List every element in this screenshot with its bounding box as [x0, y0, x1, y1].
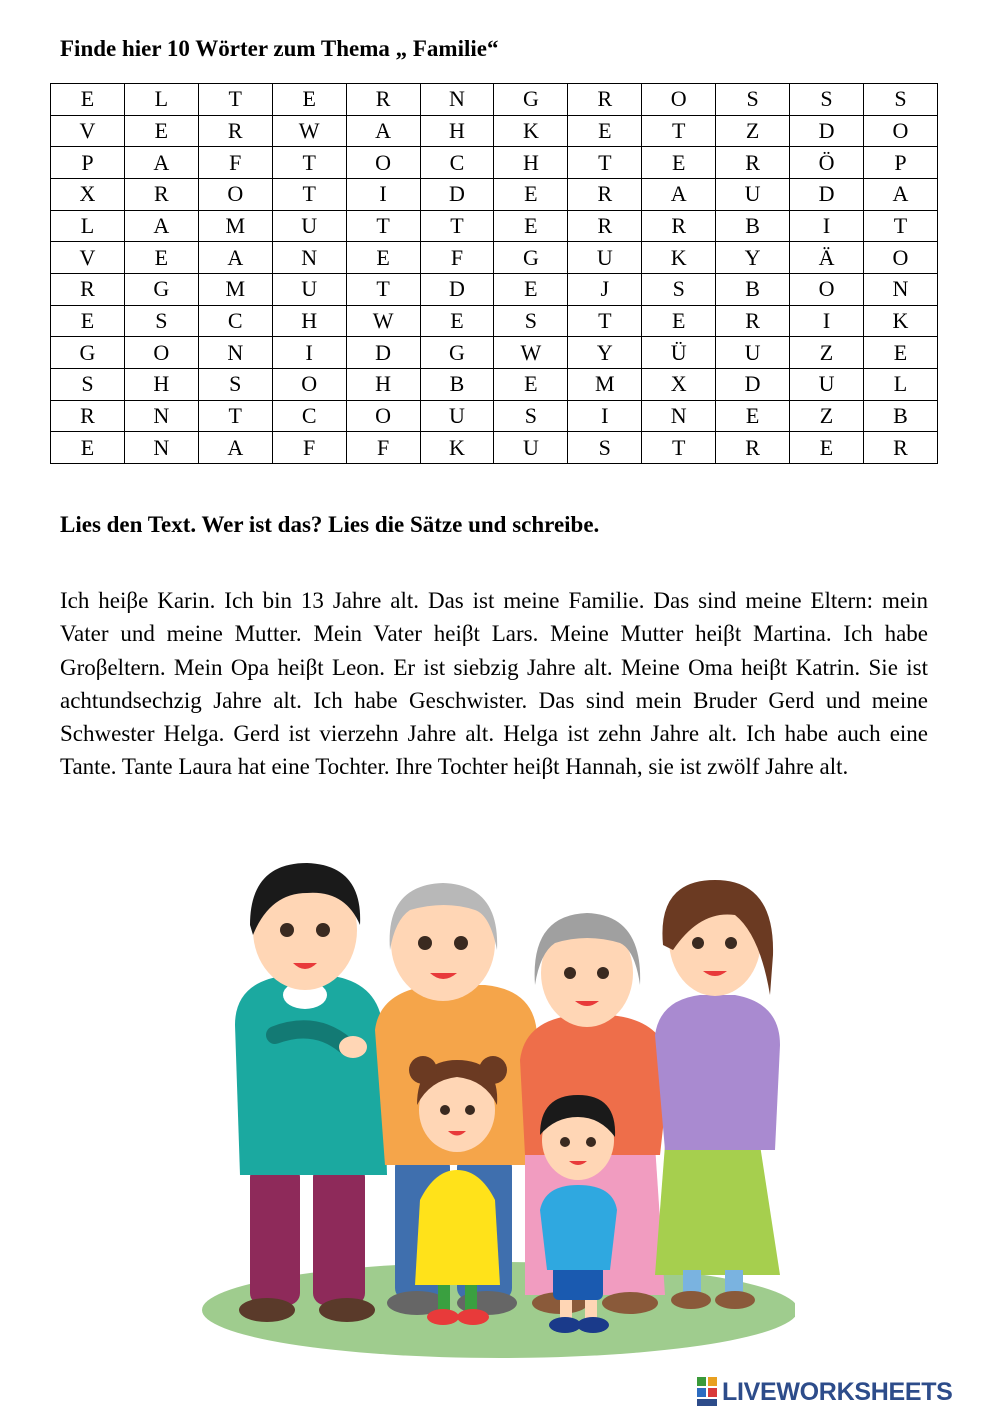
grid-cell[interactable]: N [420, 84, 494, 116]
grid-cell[interactable]: Ö [790, 147, 864, 179]
grid-cell[interactable]: V [51, 115, 125, 147]
grid-cell[interactable]: E [51, 305, 125, 337]
grid-cell[interactable]: E [642, 305, 716, 337]
grid-cell[interactable]: M [198, 273, 272, 305]
grid-cell[interactable]: U [568, 242, 642, 274]
grid-cell[interactable]: Ä [790, 242, 864, 274]
grid-cell[interactable]: O [863, 115, 937, 147]
grid-cell[interactable]: E [51, 432, 125, 464]
family-illustration [195, 855, 795, 1367]
grid-cell[interactable]: E [494, 210, 568, 242]
grid-cell[interactable]: I [790, 305, 864, 337]
grid-cell[interactable]: E [642, 147, 716, 179]
grid-cell[interactable]: E [494, 178, 568, 210]
grid-cell[interactable]: P [51, 147, 125, 179]
grid-cell[interactable]: B [716, 210, 790, 242]
grid-cell[interactable]: R [568, 84, 642, 116]
grid-row [51, 305, 938, 337]
father-figure [235, 863, 387, 1322]
grid-cell[interactable]: N [642, 400, 716, 432]
grid-cell[interactable]: O [346, 147, 420, 179]
grid-cell[interactable]: Z [790, 337, 864, 369]
grid-row [51, 84, 938, 116]
grid-cell[interactable]: S [790, 84, 864, 116]
grid-cell[interactable]: O [124, 337, 198, 369]
grid-cell[interactable]: Y [716, 242, 790, 274]
grid-cell[interactable]: E [863, 337, 937, 369]
grid-cell[interactable]: H [272, 305, 346, 337]
grid-cell[interactable]: G [51, 337, 125, 369]
grid-cell[interactable]: M [568, 368, 642, 400]
grid-cell[interactable]: S [124, 305, 198, 337]
grid-cell[interactable]: B [716, 273, 790, 305]
grid-cell[interactable]: S [716, 84, 790, 116]
grid-cell[interactable]: U [716, 178, 790, 210]
grid-cell[interactable]: U [494, 432, 568, 464]
grid-cell[interactable]: C [272, 400, 346, 432]
grid-cell[interactable]: B [420, 368, 494, 400]
grid-cell[interactable]: A [642, 178, 716, 210]
word-search-heading: Finde hier 10 Wörter zum Thema „ Familie“ [60, 36, 499, 61]
mother-figure [655, 880, 780, 1309]
grid-cell[interactable]: I [790, 210, 864, 242]
grid-cell[interactable]: S [863, 84, 937, 116]
grid-cell[interactable]: L [51, 210, 125, 242]
grid-cell[interactable]: C [198, 305, 272, 337]
grid-cell[interactable]: O [198, 178, 272, 210]
grid-cell[interactable]: K [642, 242, 716, 274]
grid-cell[interactable]: R [716, 147, 790, 179]
grid-cell[interactable]: A [198, 242, 272, 274]
grid-cell[interactable]: E [346, 242, 420, 274]
grid-cell[interactable]: N [124, 432, 198, 464]
grid-cell[interactable]: E [420, 305, 494, 337]
grid-cell[interactable]: R [642, 210, 716, 242]
grid-cell[interactable]: W [494, 337, 568, 369]
grid-row [51, 210, 938, 242]
grid-cell[interactable]: T [272, 178, 346, 210]
grid-cell[interactable]: S [198, 368, 272, 400]
grid-cell[interactable]: T [642, 432, 716, 464]
grid-cell[interactable]: C [420, 147, 494, 179]
liveworksheets-brand [697, 1374, 953, 1410]
grid-cell[interactable]: A [863, 178, 937, 210]
grid-cell[interactable]: A [124, 210, 198, 242]
grid-cell[interactable]: S [51, 368, 125, 400]
grid-cell[interactable]: P [863, 147, 937, 179]
grid-cell[interactable]: E [124, 242, 198, 274]
grid-row [51, 337, 938, 369]
story-text: Ich heiβe Karin. Ich bin 13 Jahre alt. Das ist meine Familie. Das sind meine Eltern: mein Vater und meine Mutter. Mein Vater heiβt Lars. Meine Mutter heiβt Martina. Ich habe Groβeltern. Mein Opa heiβt Leon. Er ist siebzig Jahre alt. Meine Oma heiβt Katrin. Sie ist achtundsechzig Jahre alt. Ich habe Geschwister. Das sind mein Bruder Gerd und meine Schwester Helga. Gerd ist vierzehn Jahre alt. Helga ist zehn Jahre alt. Ich habe auch eine Tante. Tante Laura hat eine Tochter. Ihre Tochter heiβt Hannah, sie ist zwölf Jahre alt. [60, 588, 928, 780]
grid-cell[interactable]: T [272, 147, 346, 179]
grid-cell[interactable]: O [642, 84, 716, 116]
grid-cell[interactable]: T [568, 147, 642, 179]
liveworksheets-logo-icon [697, 1377, 719, 1407]
grid-cell[interactable]: D [346, 337, 420, 369]
grid-cell[interactable]: R [346, 84, 420, 116]
grid-cell[interactable]: H [420, 115, 494, 147]
grid-cell[interactable]: A [346, 115, 420, 147]
grid-cell[interactable]: Z [790, 400, 864, 432]
grid-cell[interactable]: O [272, 368, 346, 400]
grid-cell[interactable]: S [494, 305, 568, 337]
grid-cell[interactable]: T [346, 273, 420, 305]
grid-cell[interactable]: R [716, 432, 790, 464]
grid-cell[interactable]: N [124, 400, 198, 432]
grid-cell[interactable]: F [272, 432, 346, 464]
grid-cell[interactable]: R [51, 400, 125, 432]
grid-cell[interactable]: H [124, 368, 198, 400]
grid-cell[interactable]: S [642, 273, 716, 305]
grid-cell[interactable]: I [346, 178, 420, 210]
grid-row [51, 400, 938, 432]
grid-cell[interactable]: R [863, 432, 937, 464]
grid-cell[interactable]: U [272, 273, 346, 305]
grid-cell[interactable]: G [494, 242, 568, 274]
grid-cell[interactable]: T [198, 84, 272, 116]
grid-cell[interactable]: Z [716, 115, 790, 147]
grid-row [51, 432, 938, 464]
grid-cell[interactable]: N [272, 242, 346, 274]
grid-row [51, 115, 938, 147]
grid-cell[interactable]: E [790, 432, 864, 464]
grid-cell[interactable]: W [346, 305, 420, 337]
grid-cell[interactable]: N [198, 337, 272, 369]
grid-cell[interactable]: E [51, 84, 125, 116]
grid-cell[interactable]: D [790, 115, 864, 147]
grid-cell[interactable]: R [124, 178, 198, 210]
grid-row [51, 242, 938, 274]
grid-row [51, 178, 938, 210]
grid-cell[interactable]: X [51, 178, 125, 210]
grid-cell[interactable]: R [568, 210, 642, 242]
grid-cell[interactable]: U [716, 337, 790, 369]
grid-cell[interactable]: T [642, 115, 716, 147]
grid-cell[interactable]: V [51, 242, 125, 274]
grid-cell[interactable]: F [198, 147, 272, 179]
grid-cell[interactable]: U [272, 210, 346, 242]
grid-cell[interactable]: D [790, 178, 864, 210]
grid-cell[interactable]: E [716, 400, 790, 432]
grid-cell[interactable]: G [494, 84, 568, 116]
grid-cell[interactable]: B [863, 400, 937, 432]
grid-cell[interactable]: G [124, 273, 198, 305]
grid-cell[interactable]: N [863, 273, 937, 305]
grid-cell[interactable]: G [420, 337, 494, 369]
grid-cell[interactable]: R [716, 305, 790, 337]
grid-cell[interactable]: H [494, 147, 568, 179]
grid-row [51, 368, 938, 400]
grid-cell[interactable]: K [420, 432, 494, 464]
word-search-grid [50, 83, 938, 464]
liveworksheets-brand-text: LIVEWORKSHEETS [722, 1377, 953, 1406]
grid-cell[interactable]: D [420, 178, 494, 210]
grid-cell[interactable]: T [420, 210, 494, 242]
grid-row [51, 273, 938, 305]
grid-cell[interactable]: K [863, 305, 937, 337]
grid-cell[interactable]: W [272, 115, 346, 147]
grid-cell[interactable]: K [494, 115, 568, 147]
grid-cell[interactable]: X [642, 368, 716, 400]
grid-cell[interactable]: A [124, 147, 198, 179]
grid-cell[interactable]: U [420, 400, 494, 432]
grid-cell[interactable]: O [863, 242, 937, 274]
grid-cell[interactable]: D [420, 273, 494, 305]
grid-cell[interactable]: F [346, 432, 420, 464]
grid-cell[interactable]: T [568, 305, 642, 337]
grid-cell[interactable]: I [272, 337, 346, 369]
grid-cell[interactable]: H [346, 368, 420, 400]
grid-cell[interactable]: R [51, 273, 125, 305]
grid-cell[interactable]: E [272, 84, 346, 116]
grid-cell[interactable]: Ü [642, 337, 716, 369]
grid-cell[interactable]: R [568, 178, 642, 210]
grid-cell[interactable]: A [198, 432, 272, 464]
grid-cell[interactable]: S [494, 400, 568, 432]
grid-cell[interactable]: T [346, 210, 420, 242]
grid-cell[interactable]: Y [568, 337, 642, 369]
grid-cell[interactable]: J [568, 273, 642, 305]
grid-cell[interactable]: S [568, 432, 642, 464]
grid-cell[interactable]: T [863, 210, 937, 242]
reading-heading: Lies den Text. Wer ist das? Lies die Sätze und schreibe. [60, 512, 600, 537]
grid-cell[interactable]: E [124, 115, 198, 147]
grid-cell[interactable]: I [568, 400, 642, 432]
grid-cell[interactable]: O [346, 400, 420, 432]
grid-cell[interactable]: T [198, 400, 272, 432]
grid-cell[interactable]: E [494, 368, 568, 400]
grid-cell[interactable]: D [716, 368, 790, 400]
grid-cell[interactable]: L [124, 84, 198, 116]
grid-row [51, 147, 938, 179]
grid-cell[interactable]: O [790, 273, 864, 305]
grid-cell[interactable]: U [790, 368, 864, 400]
grid-cell[interactable]: M [198, 210, 272, 242]
grid-cell[interactable]: L [863, 368, 937, 400]
grid-cell[interactable]: E [568, 115, 642, 147]
grid-cell[interactable]: R [198, 115, 272, 147]
grid-cell[interactable]: F [420, 242, 494, 274]
grid-cell[interactable]: E [494, 273, 568, 305]
